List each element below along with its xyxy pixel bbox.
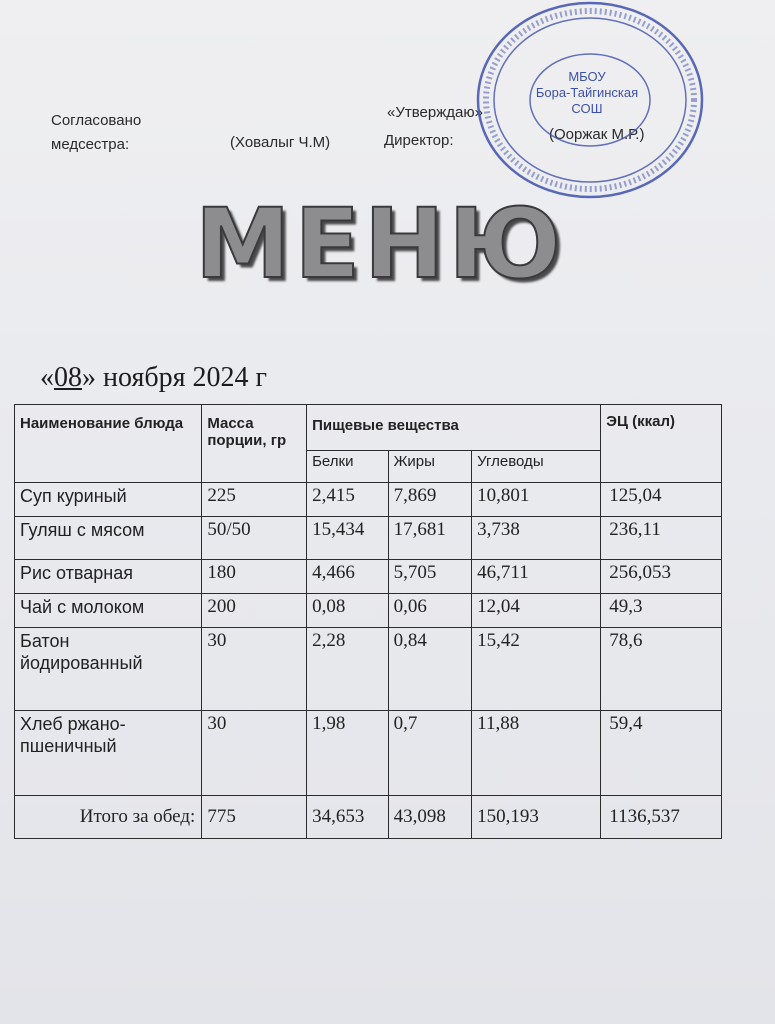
dish-mass: 180 (202, 560, 307, 594)
header-name: Наименование блюда (15, 405, 202, 483)
total-proteins: 34,653 (307, 796, 388, 839)
dish-energy: 125,04 (601, 483, 722, 517)
approved-label: Согласовано (51, 112, 142, 129)
dish-fats: 7,869 (388, 483, 472, 517)
director-label: Директор: (384, 132, 454, 149)
dish-carbs: 10,801 (472, 483, 601, 517)
total-label: Итого за обед: (15, 796, 202, 839)
date-rest: » ноября 2024 г (82, 362, 267, 393)
stamp-line-3: СОШ (571, 101, 603, 116)
table-row (15, 483, 722, 517)
dish-mass: 200 (202, 594, 307, 628)
header-energy: ЭЦ (ккал) (601, 405, 722, 483)
date-open-quote: « (40, 362, 54, 393)
dish-energy: 59,4 (601, 711, 722, 796)
dish-mass: 225 (202, 483, 307, 517)
dish-proteins: 2,28 (307, 628, 388, 711)
dish-energy: 236,11 (601, 517, 722, 560)
total-row (15, 796, 722, 839)
dish-fats: 0,7 (388, 711, 472, 796)
stamp-line-1: МБОУ (568, 69, 606, 84)
menu-date (40, 362, 267, 394)
table-row (15, 517, 722, 560)
dish-fats: 0,06 (388, 594, 472, 628)
total-carbs: 150,193 (472, 796, 601, 839)
nurse-name: (Ховалыг Ч.М) (230, 134, 331, 151)
header-proteins: Белки (307, 451, 388, 483)
dish-mass: 30 (202, 711, 307, 796)
dish-carbs: 11,88 (472, 711, 601, 796)
table-row (15, 628, 722, 711)
header-mass: Масса порции, гр (202, 405, 307, 483)
director-name: (Ооржак М.Р.) (549, 126, 645, 143)
dish-carbs: 46,711 (472, 560, 601, 594)
dish-name: Суп куриный (15, 483, 202, 517)
dish-proteins: 1,98 (307, 711, 388, 796)
dish-fats: 0,84 (388, 628, 472, 711)
dish-proteins: 2,415 (307, 483, 388, 517)
dish-proteins: 15,434 (307, 517, 388, 560)
dish-name: Чай с молоком (15, 594, 202, 628)
dish-carbs: 3,738 (472, 517, 601, 560)
total-energy: 1136,537 (601, 796, 722, 839)
table-row (15, 560, 722, 594)
dish-energy: 78,6 (601, 628, 722, 711)
approve-label: «Утверждаю» (387, 104, 483, 121)
page-title: МЕНЮ (195, 188, 566, 300)
menu-table (14, 404, 722, 839)
header-fats: Жиры (388, 451, 472, 483)
header-carbs: Углеводы (472, 451, 601, 483)
total-fats: 43,098 (388, 796, 472, 839)
dish-proteins: 4,466 (307, 560, 388, 594)
total-mass: 775 (202, 796, 307, 839)
nurse-label: медсестра: (51, 136, 130, 153)
date-day: 08 (54, 362, 82, 393)
dish-name: Хлеб ржано-пшеничный (15, 711, 202, 796)
dish-fats: 5,705 (388, 560, 472, 594)
dish-name: Рис отварная (15, 560, 202, 594)
dish-mass: 30 (202, 628, 307, 711)
dish-carbs: 12,04 (472, 594, 601, 628)
dish-carbs: 15,42 (472, 628, 601, 711)
header-nutrients: Пищевые вещества (307, 405, 601, 451)
table-row (15, 594, 722, 628)
dish-proteins: 0,08 (307, 594, 388, 628)
table-row (15, 711, 722, 796)
dish-fats: 17,681 (388, 517, 472, 560)
dish-energy: 256,053 (601, 560, 722, 594)
dish-name: Гуляш с мясом (15, 517, 202, 560)
dish-mass: 50/50 (202, 517, 307, 560)
dish-name: Батон йодированный (15, 628, 202, 711)
dish-energy: 49,3 (601, 594, 722, 628)
stamp-line-2: Бора-Тайгинская (535, 85, 639, 100)
